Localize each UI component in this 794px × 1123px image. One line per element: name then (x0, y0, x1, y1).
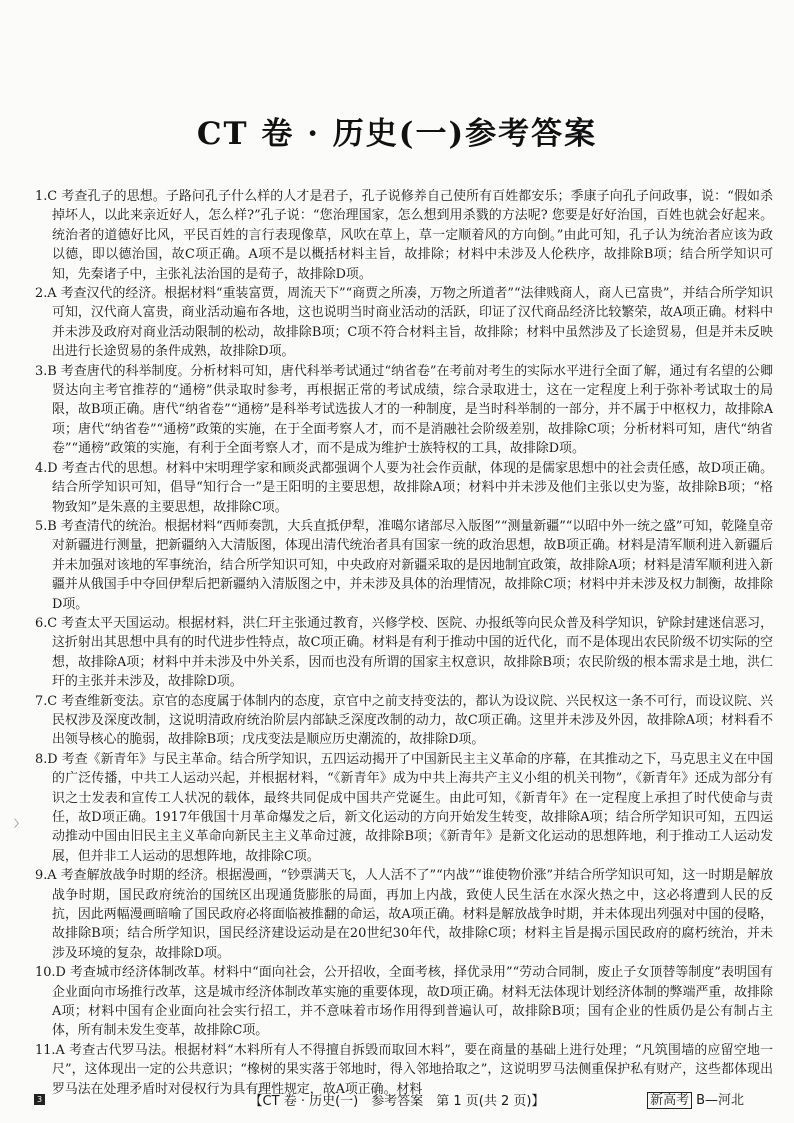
answer-item-8: 8.D 考查《新青年》与民主革命。结合所学知识，五四运动揭开了中国新民主主义革命的序幕，在其推动之下，马克思主义在中国的广泛传播，中共工人运动兴起，并根据材料，“《新青年》成为中共上海共产主义小组的机关刊物”，《新青年》还成为部分有识之士发表和宣传工人状况的载体，最终共同促成中国共产党诞生。由此可知，《新青年》在一定程度上承担了时代使命与责任，故D项正确。1917年俄国十月革命爆发之后，新文化运动的方向开始发生转变，故排除A项；结合所学知识可知，五四运动推动中国由旧民主主义革命向新民主主义革命过渡，故排除B项；《新青年》是新文化运动的思想阵地，利于推动工人运动发展，但并非工人运动的思想阵地，故排除C项。 (35, 751, 773, 864)
footer-right (647, 1089, 744, 1108)
answer-item-6: 6.C 考查太平天国运动。根据材料，洪仁玕主张通过教育，兴修学校、医院、办报纸等向民众普及科学知识，铲除封建迷信恶习，这折射出其思想中具有的时代进步性特点，故C项正确。材料是有利于推动中国的近代化，而不是体现出农民阶级不切实际的空想，故排除A项；材料中并未涉及中外关系，因而也没有所谓的国家主权意识，故排除B项；农民阶级的根本需求是土地，洪仁玕的主张并未涉及，故排除D项。 (35, 615, 773, 690)
answer-item-9: 9.A 考查解放战争时期的经济。根据漫画，“钞票满天飞，人人活不了”“内战”“谁使物价涨”并结合所学知识可知，这一时期是解放战争时期，国民政府统治的国统区出现通货膨胀的局面，再加上内战，致使人民生活在水深火热之中，这必将遭到人民的反抗，因此两幅漫画暗喻了国民政府必将面临被推翻的命运，故A项正确。材料是解放战争时期，并未体现出列强对中国的侵略，故排除B项；结合所学知识，国民经济建设运动是在20世纪30年代，故排除C项；材料主旨是揭示国民政府的腐朽统治，并未涉及环境的复杂，故排除D项。 (35, 868, 773, 961)
footer-text: 【CT 卷 · 历史(一) 参考答案 第 1 页(共 2 页)】 (249, 1094, 545, 1109)
answer-item-5: 5.B 考查清代的统治。根据材料“西师奏凯，大兵直抵伊犁，准噶尔诸部尽入版图”“测量新疆”“以昭中外一统之盛”可知，乾隆皇帝对新疆进行测量，把新疆纳入大清版图，体现出清代统治者具有国家一统的政治思想，故B项正确。材料是清军顺利进入新疆后并未加强对该地的军事统治，结合所学知识可知，中央政府对新疆采取的是因地制宜政策，故排除A项；材料是清军顺利进入新疆并从俄国手中夺回伊犁后把新疆纳入清版图之中，并未涉及具体的治理情况，故排除C项；材料中并未涉及权力制衡，故排除D项。 (35, 518, 773, 612)
exam-type-badge: 新高考 (647, 1092, 692, 1109)
answer-item-7: 7.C 考查维新变法。京官的态度属于体制内的态度，京官中之前支持变法的，都认为设议院、兴民权这一条不可行，而设议院、兴民权涉及深度改制，这说明清政府统治阶层内部缺乏深度改制的动力，故C项正确。这里并未涉及外因，故排除A项；材料看不出领导核心的脆弱，故排除B项；戊戌变法是顺应历史潮流的，故排除D项。 (35, 693, 773, 748)
answer-item-3: 3.B 考查唐代的科举制度。分析材料可知，唐代科举考试通过“纳省卷”在考前对考生的实际水平进行全面了解，通过有名望的公卿贤达向主考官推荐的“通榜”供录取时参考，再根据正常的考试成绩，综合录取进士，这在一定程度上利于弥补考试取士的局限，故B项正确。唐代“纳省卷”“通榜”是科举考试选拔人才的一种制度，是当时科举制的一部分，并不属于中枢权力，故排除A项；唐代“纳省卷”“通榜”政策的实施，在于全面考察人才，而不是消融社会阶级差别，故排除C项；分析材料可知，唐代“纳省卷”“通榜”政策的实施，有利于全面考察人才，而不是成为维护士族特权的工具，故排除D项。 (35, 363, 773, 457)
answer-item-2: 2.A 考查汉代的经济。根据材料“重装富贾，周流天下”“商贾之所凑，万物之所道者”“法律贱商人，商人已富贵”，并结合所学知识可知，汉代商人富贵，商业活动遍布各地，这也说明当时商业活动的活跃，印证了汉代商品经济比较繁荣，故A项正确。材料中并未涉及政府对商业活动限制的松动，故排除B项；C项不符合材料主旨，故排除；材料中虽然涉及了长途贸易，但是并未反映出进行长途贸易的条件成熟，故排除D项。 (35, 286, 773, 360)
answer-item-11: 11.A 考查古代罗马法。根据材料“木料所有人不得擅自拆毁而取回木料”，要在商量的基础上进行处理；“凡筑围墙的应留空地一尺”，这体现出一定的公共意识；“橡树的果实落于邻地时，得入邻地拾取之”，这说明罗马法侧重保护私有财产，这些都体现出罗马法在处理矛盾时对侵权行为具有理性规定，故A项正确。材料 (35, 1042, 773, 1097)
answer-item-10: 10.D 考查城市经济体制改革。材料中“面向社会，公开招收，全面考核，择优录用”“劳动合同制，废止子女顶替等制度”表明国有企业面向市场推行改革，这是城市经济体制改革实施的重要体现，故D项正确。材料无法体现计划经济体制的弊端严重，故排除A项；材料中国有企业面向社会实行招工，并不意味着市场作用得到普遍认可，故排除B项；国有企业的性质仍是公有制占主体，所有制未发生变革，故排除C项。 (35, 965, 773, 1039)
page-title: CT 卷 · 历史(一)参考答案 (196, 116, 598, 152)
answer-list (35, 187, 773, 1099)
answer-item-4: 4.D 考查古代的思想。材料中宋明理学家和顾炎武都强调个人要为社会作贡献，体现的是儒家思想中的社会责任感，故D项正确。结合所学知识可知，倡导“知行合一”是王阳明的主要思想，故排除A项；材料中并未涉及他们主张以史为鉴，故排除B项；“格物致知”是朱熹的主要思想，故排除C项。 (35, 460, 773, 515)
region-label: B—河北 (696, 1093, 744, 1108)
page-number-badge: 3 (34, 1094, 45, 1105)
answer-item-1: 1.C 考查孔子的思想。子路问孔子什么样的人才是君子，孔子说修养自己使所有百姓都安乐；季康子向孔子问政事，说：“假如杀掉坏人，以此来亲近好人，怎么样?”孔子说：“您治理国家，怎么想到用杀戮的方法呢? 您要是好好治国，百姓也就会好起来。统治者的道德好比风，平民百姓的言行表现像草，风吹在草上，草一定顺着风的方向倒。”由此可知，孔子认为统治者应该为政以德，即以德治国，故C项正确。A项不是以概括材料主旨，故排除；材料中未涉及人伦秩序，故排除B项；结合所学知识可知，先秦诸子中，主张礼法治国的是荀子，故排除D项。 (35, 189, 773, 282)
margin-mark: 〉 (14, 819, 24, 830)
